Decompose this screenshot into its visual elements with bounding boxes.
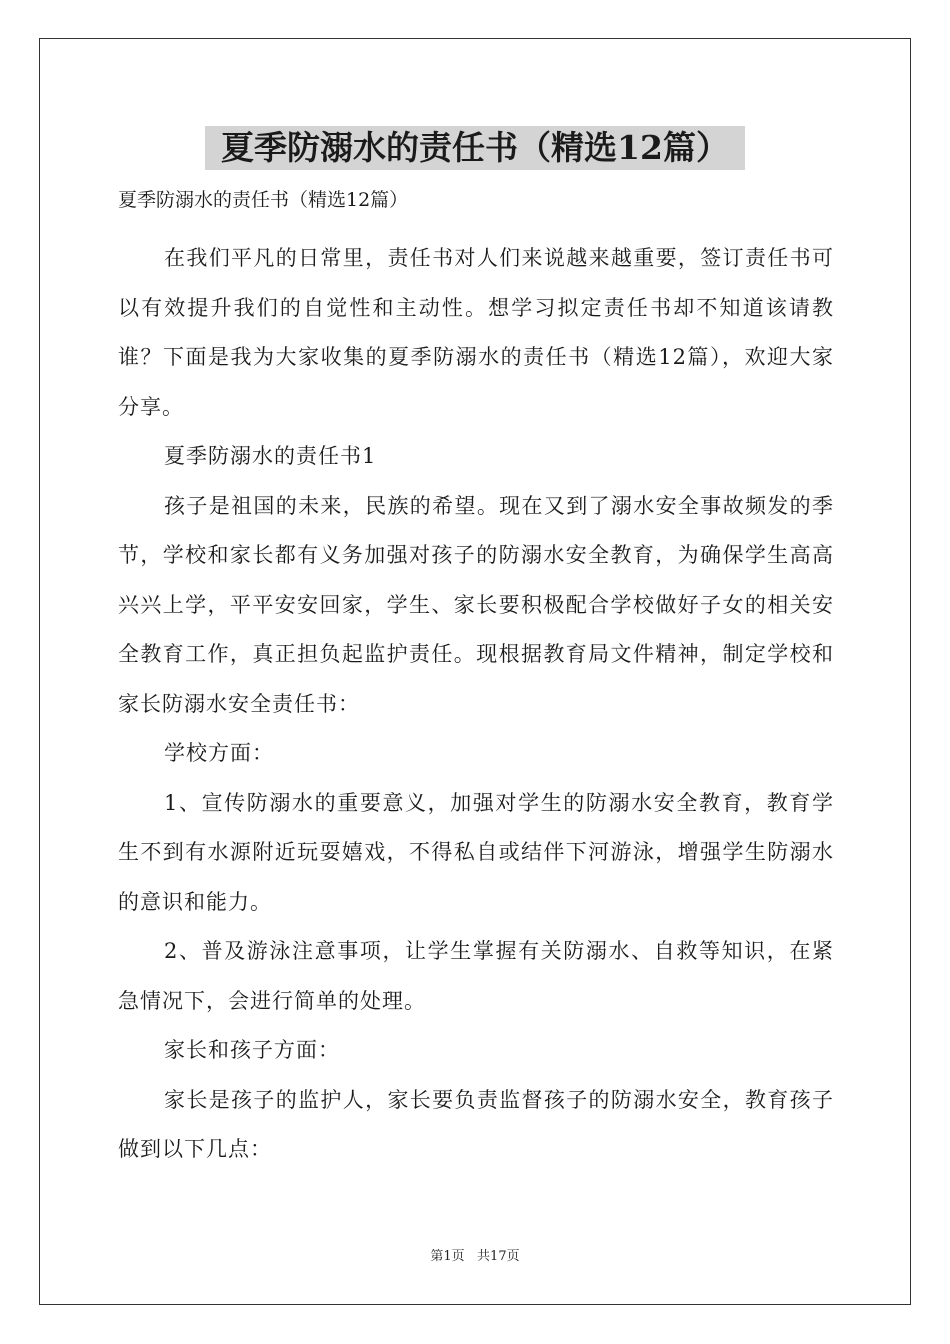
- document-subtitle: 夏季防溺水的责任书（精选12篇）: [118, 189, 409, 211]
- document-title: 夏季防溺水的责任书（精选12篇）: [205, 126, 745, 170]
- document-body: [118, 234, 834, 1175]
- list-item-1: 1、宣传防溺水的重要意义，加强对学生的防溺水安全教育，教育学生不到有水源附近玩耍嬉戏，不得私自或结伴下河游泳，增强学生防溺水的意识和能力。: [118, 790, 834, 914]
- parents-heading: 家长和孩子方面：: [164, 1038, 340, 1062]
- intro-paragraph: 在我们平凡的日常里，责任书对人们来说越来越重要，签订责任书可以有效提升我们的自觉性和主动性。想学习拟定责任书却不知道该请教谁？下面是我为大家收集的夏季防溺水的责任书（精选12篇），欢迎大家分享。: [118, 246, 834, 419]
- page-number: 第1页 共17页: [430, 1249, 520, 1264]
- list-item-2: 2、普及游泳注意事项，让学生掌握有关防溺水、自救等知识，在紧急情况下，会进行简单的处理。: [118, 939, 834, 1013]
- section-heading: 夏季防溺水的责任书1: [164, 444, 377, 468]
- school-heading: 学校方面：: [164, 741, 274, 765]
- body-paragraph: 孩子是祖国的未来，民族的希望。现在又到了溺水安全事故频发的季节，学校和家长都有义务加强对孩子的防溺水安全教育，为确保学生高高兴兴上学，平平安安回家，学生、家长要积极配合学校做好子女的相关安全教育工作，真正担负起监护责任。现根据教育局文件精神，制定学校和家长防溺水安全责任书：: [118, 493, 834, 716]
- parents-paragraph: 家长是孩子的监护人，家长要负责监督孩子的防溺水安全，教育孩子做到以下几点：: [118, 1087, 834, 1161]
